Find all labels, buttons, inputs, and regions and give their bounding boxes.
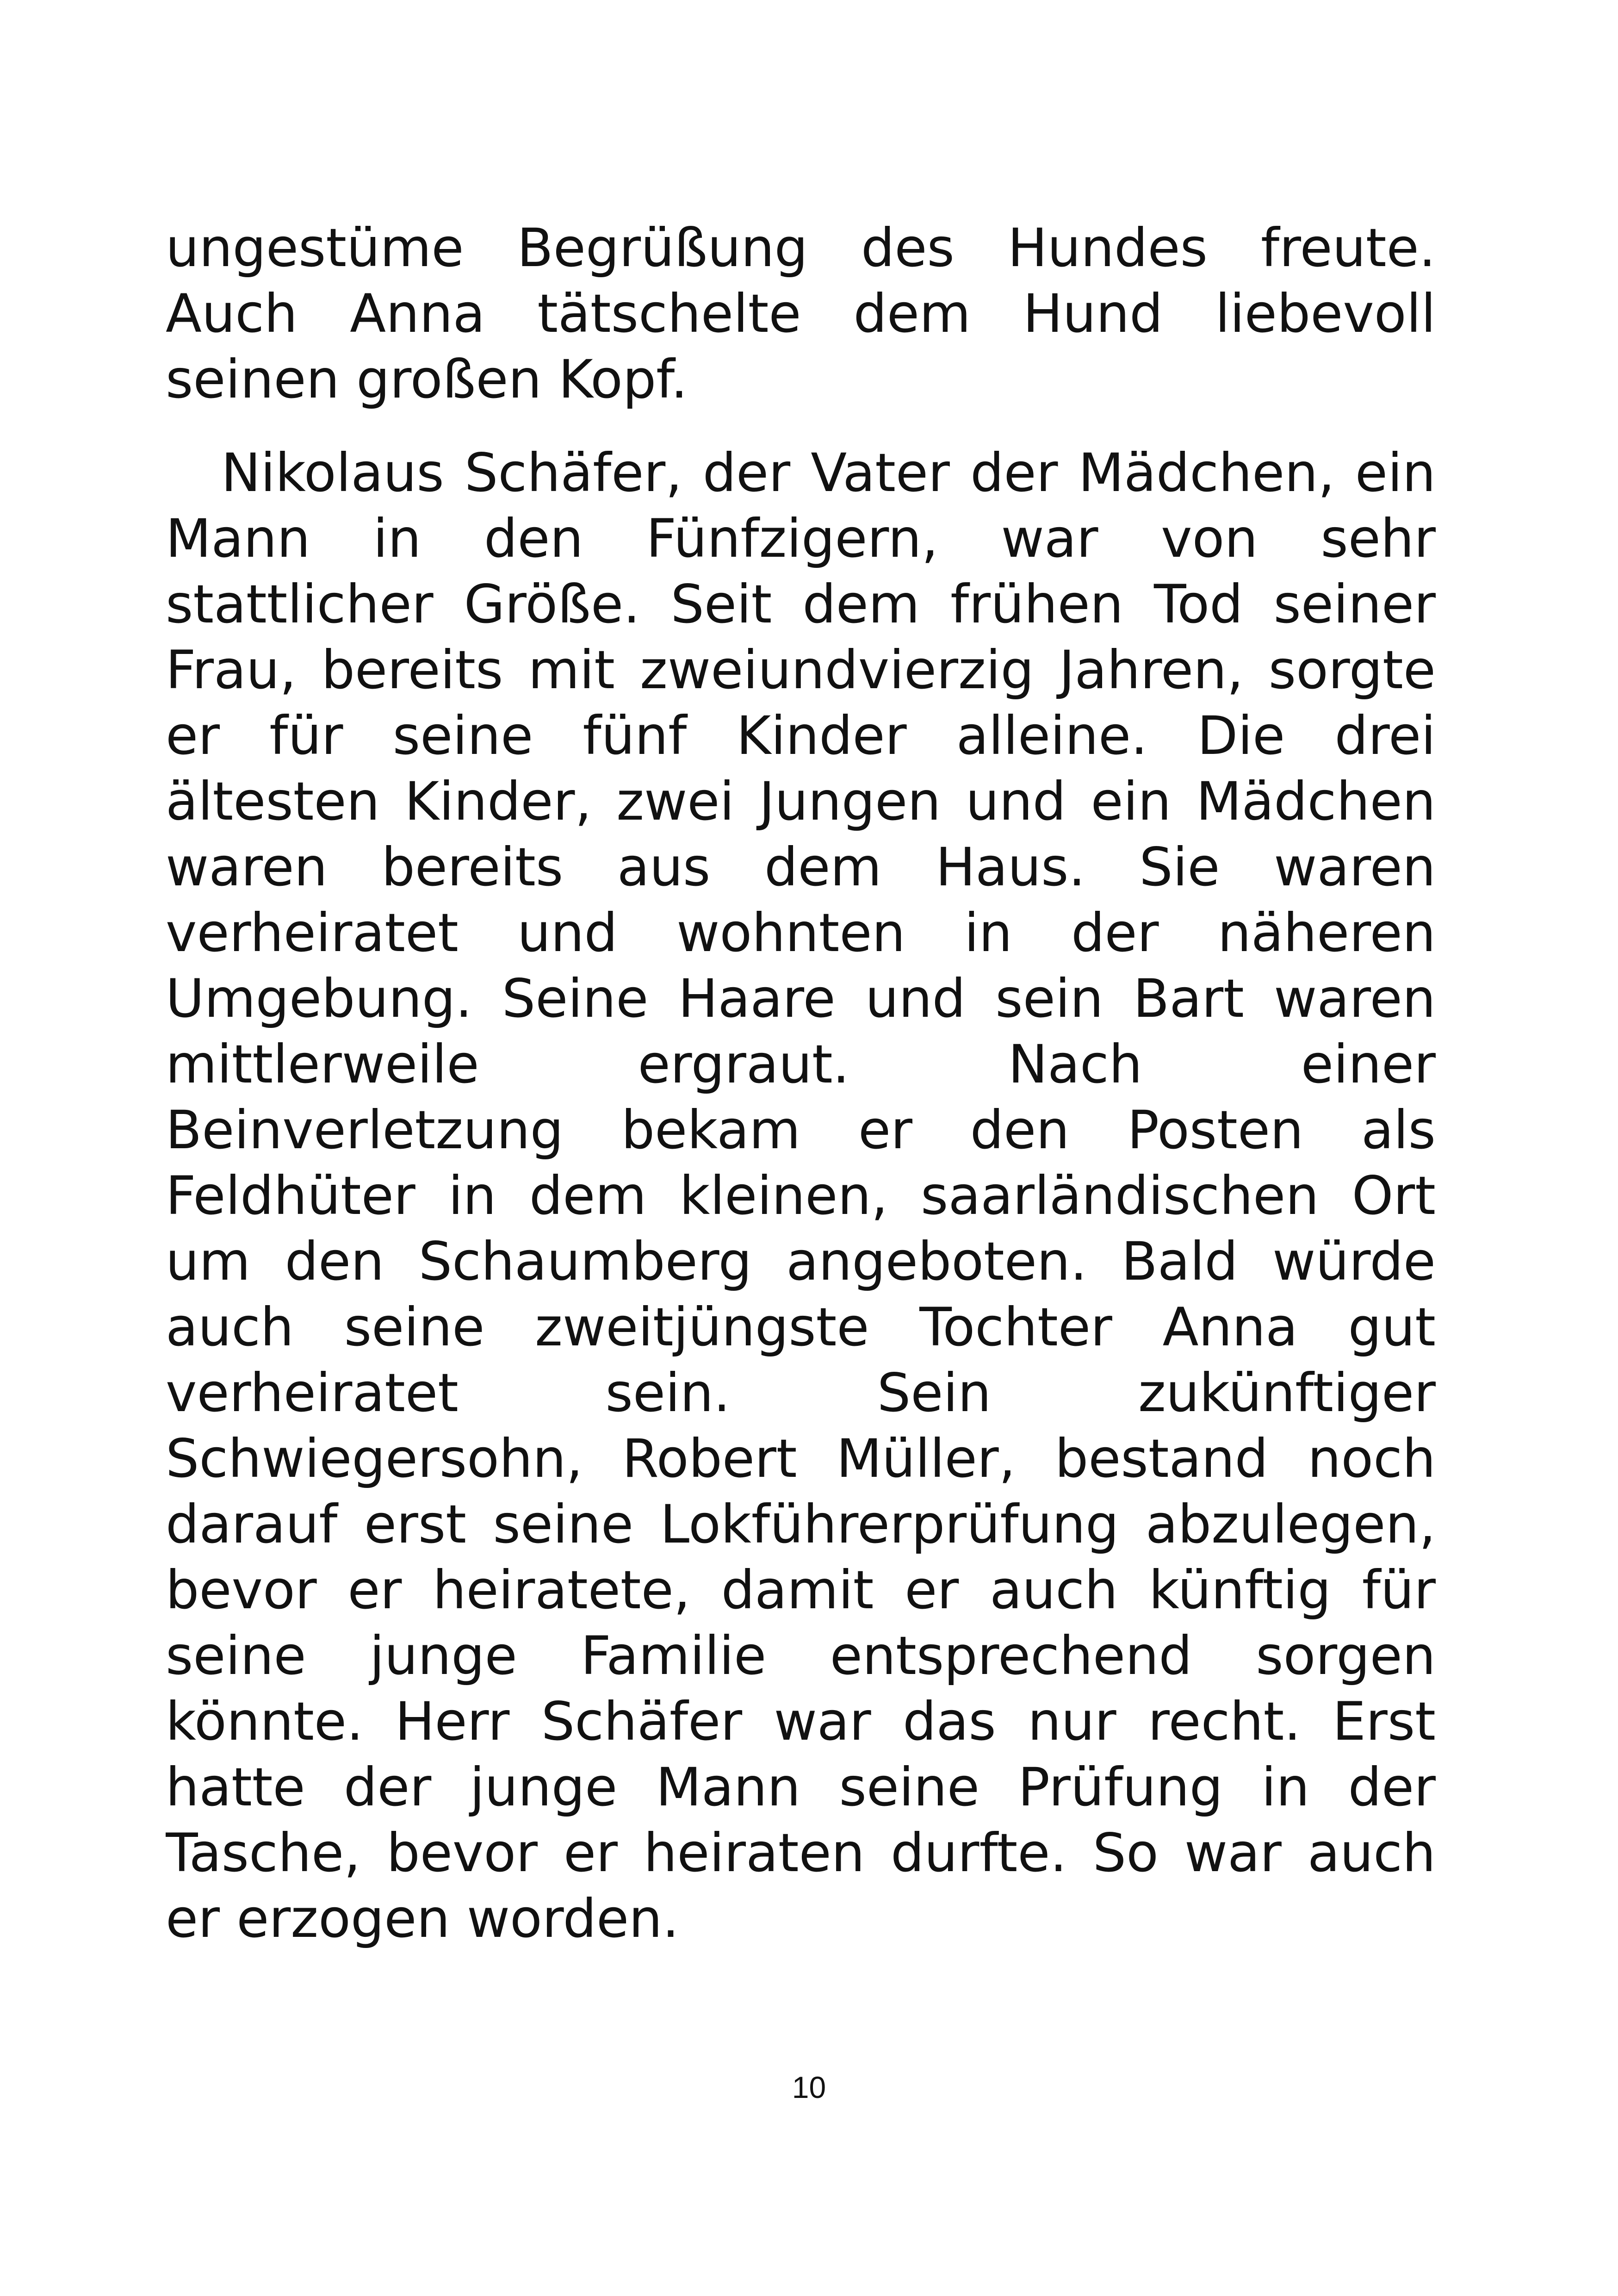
text-line: um den Schaumberg angeboten. Bald würde xyxy=(166,1231,1436,1292)
text-line: Beinverletzung bekam er den Posten als xyxy=(166,1099,1436,1161)
paragraph-2 xyxy=(166,440,1436,1952)
paragraph-1 xyxy=(166,215,1436,412)
text-line: stattlicher Größe. Seit dem frühen Tod seiner xyxy=(166,573,1436,635)
text-line: verheiratet und wohnten in der näheren xyxy=(166,902,1436,964)
text-line: Umgebung. Seine Haare und sein Bart waren xyxy=(166,968,1436,1029)
text-line: hatte der junge Mann seine Prüfung in der xyxy=(166,1756,1436,1818)
text-line: er für seine fünf Kinder alleine. Die drei xyxy=(166,705,1436,766)
text-line: Mann in den Fünfzigern, war von sehr xyxy=(166,508,1436,569)
body-text xyxy=(166,215,1436,1952)
text-line: ältesten Kinder, zwei Jungen und ein Mädchen xyxy=(166,771,1436,832)
text-line: waren bereits aus dem Haus. Sie waren xyxy=(166,836,1436,898)
page-number: 10 xyxy=(792,2070,826,2104)
text-line: verheiratet sein. Sein zukünftiger xyxy=(166,1362,1436,1424)
text-line: Feldhüter in dem kleinen, saarländischen Ort xyxy=(166,1165,1436,1226)
paragraph-spacer xyxy=(166,412,1436,440)
text-line: Nikolaus Schäfer, der Vater der Mädchen, ein xyxy=(221,442,1436,504)
text-line: Tasche, bevor er heiraten durfte. So war auch xyxy=(166,1822,1436,1884)
text-line: bevor er heiratete, damit er auch künftig für xyxy=(166,1559,1436,1621)
text-line: ungestüme Begrüßung des Hundes freute. xyxy=(166,217,1436,279)
text-line: er erzogen worden. xyxy=(166,1888,679,1949)
text-line: Auch Anna tätschelte dem Hund liebevoll xyxy=(166,283,1436,344)
text-line: mittlerweile ergraut. Nach einer xyxy=(166,1033,1436,1095)
text-line: darauf erst seine Lokführerprüfung abzulegen, xyxy=(166,1493,1436,1555)
text-line: auch seine zweitjüngste Tochter Anna gut xyxy=(166,1296,1436,1358)
text-line: Schwiegersohn, Robert Müller, bestand noch xyxy=(166,1428,1436,1489)
text-line: seinen großen Kopf. xyxy=(166,348,688,410)
text-line: Frau, bereits mit zweiundvierzig Jahren, sorgte xyxy=(166,639,1436,701)
text-line: könnte. Herr Schäfer war das nur recht. Erst xyxy=(166,1691,1436,1752)
text-line: seine junge Familie entsprechend sorgen xyxy=(166,1625,1436,1686)
